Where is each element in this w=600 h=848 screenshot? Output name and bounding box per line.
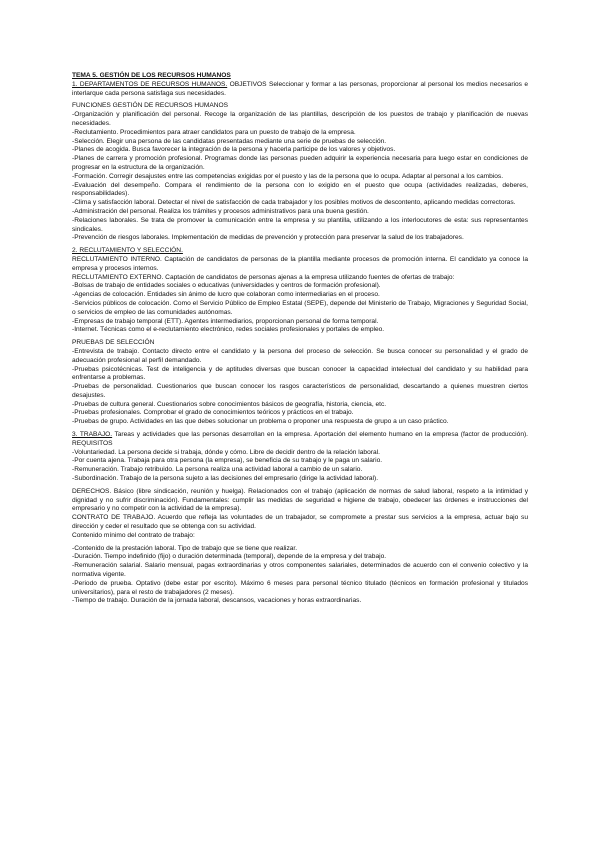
list-item: -Contenido de la prestación laboral. Tipo de trabajo que se tiene que realizar. [72,544,298,552]
list-item: -Administración del personal. Realiza los trámites y procesos administrativos para una buena gestión. [72,207,369,215]
list-item: -Empresas de trabajo temporal (ETT). Agentes intermediarios, proporcionan personal de forma temporal. [72,317,379,325]
funciones-list [72,111,528,243]
section-3-heading: 3. TRABAJO. [72,431,113,439]
list-item: -Organización y planificación del personal. Recoge la organización de las plantillas, descripción de los puestos de trabajo y planificación de nuevas necesidades. [72,111,528,127]
list-item: -Periodo de prueba. Optativo (debe estar por escrito). Máximo 6 meses para personal técnico titulado (técnicos en formación profesional y titulados universitarios), para el resto de trabajadores (2 meses). [72,579,528,596]
derechos-paragraph: DERECHOS. Básico (libre sindicación, reunión y huelga). Relacionados con el trabajo (aplicación de normas de salud laboral, respeto a la intimidad y dignidad y no sufrir discriminación). Fundamentales: cumplir las medidas de seguridad e higiene de trabajo, obedecer las órdenes e instrucciones del empresario y no competir con la actividad de la empresa). [72,487,528,513]
list-item: -Entrevista de trabajo. Contacto directo entre el candidato y la persona del proceso de selección. Se busca conocer su personalidad y el grado de adecuación profesional al perfil demandado. [72,347,528,364]
list-item: -Voluntariedad. La persona decide si trabaja, dónde y cómo. Libre de decidir dentro de la relación laboral. [72,448,380,456]
list-item: -Remuneración. Trabajo retribuido. La persona realiza una actividad laboral a cambio de un salario. [72,466,363,474]
list-item: -Formación. Corregir desajustes entre las competencias exigidas por el puesto y las de la persona que lo ocupa. Adaptar al personal a los cambios. [72,172,504,180]
section-1-paragraph [72,81,528,99]
list-item: -Pruebas de personalidad. Cuestionarios que buscan conocer los rasgos característicos de personalidad, descartando a quienes muestren ciertos desajustes. [72,383,528,399]
list-item: -Remuneración salarial. Salario mensual, pagas extraordinarias y otros componentes salariales, determinados de acuerdo con el convenio colectivo y la normativa vigente. [72,562,528,579]
section-2-heading: 2. RECLUTAMIENTO Y SELECCIÓN. [72,247,183,255]
section-3-paragraph [72,431,528,449]
list-item: -Subordinación. Trabajo de la persona sujeto a las decisiones del empresario (dirige la actividad laboral). [72,475,379,483]
list-item: -Planes de acogida. Busca favorecer la integración de la persona y hacerla participe de los valores y objetivos. [72,146,396,154]
pruebas-list [72,348,528,427]
paragraph: RECLUTAMIENTO INTERNO. Captación de candidatos de personas de la plantilla mediante procesos de promoción interna. El candidato ya conoce la empresa y procesos internos. [72,255,528,272]
document-title: TEMA 5. GESTIÓN DE LOS RECURSOS HUMANOS [72,72,231,79]
list-item: -Prevención de riesgos laborales. Implementación de medidas de prevención y protección para preservar la salud de los trabajadores. [72,234,464,242]
requisitos-list [72,449,528,484]
list-item: -Pruebas profesionales. Comprobar el grado de conocimientos teóricos y prácticos en el trabajo. [72,409,354,417]
list-item: -Evaluación del desempeño. Compara el rendimiento de la persona con lo exigido en el puesto que ocupa (actividades realizadas, deberes, responsabilidades). [72,181,528,198]
section-1-heading: 1. DEPARTAMENTOS DE RECURSOS HUMANOS. [72,80,228,88]
list-item: -Relaciones laborales. Se trata de promover la comunicación entre la empresa y su plantilla, utilizando a los interlocutores de esta: sus representantes sindicales. [72,216,528,233]
list-item: -Clima y satisfacción laboral. Detectar el nivel de satisfacción de cada trabajador y los posibles motivos de descontento, aplicando medidas correctoras. [72,199,516,207]
contrato-paragraph: CONTRATO DE TRABAJO. Acuerdo que refleja las voluntades de un trabajador, se compromete a prestar sus servicios a la empresa, actuar bajo su dirección y ceder el resultado que se obtenga con su actividad. [72,514,528,531]
list-item: -Tiempo de trabajo. Duración de la jornada laboral, descansos, vacaciones y horas extraordinarias. [72,597,362,605]
list-item: -Internet. Técnicas como el e-reclutamiento electrónico, redes sociales profesionales y portales de empleo. [72,326,385,334]
document-page [72,72,528,606]
list-item: -Planes de carrera y promoción profesional. Programas donde las personas pueden adquirir la experiencia necesaria para luego estar en condiciones de progresar en la estructura de la organización. [72,155,528,171]
list-item: -Duración. Tiempo indefinido (fijo) o duración determinada (temporal), depende de la empresa y del trabajo. [72,553,387,561]
list-item: -Servicios públicos de colocación. Como el Servicio Público de Empleo Estatal (SEPE), depende del Ministerio de Trabajo, Migraciones y Seguridad Social, o servicios de empleo de las comunidades autónomas. [72,299,528,316]
reclutamiento-list [72,256,528,335]
list-item: -Bolsas de trabajo de entidades sociales o educativas (universidades y centros de formación profesional). [72,282,381,290]
list-item: -Agencias de colocación. Entidades sin ánimo de lucro que colaboran como intermediarias en el proceso. [72,291,380,299]
contenido-list [72,545,528,607]
list-item: -Pruebas psicotécnicas. Test de inteligencia y de aptitudes diversas que buscan conocer la capacidad intelectual del candidato y su habilidad para enfrentarse a problemas. [72,365,528,382]
paragraph: RECLUTAMIENTO EXTERNO. Captación de candidatos de personas ajenas a la empresa utilizando fuentes de ofertas de trabajo: [72,273,455,281]
pruebas-heading: PRUEBAS DE SELECCIÓN [72,339,155,347]
section-1-intro: OBJETIVOS Seleccionar y formar a las personas, proporcionar al personal los medios necesarios e interlarque cada persona satisfaga sus necesidades. [72,80,528,97]
section-3-intro: Tareas y actividades que las personas desarrollan en la empresa. Aportación del elemento humano en la empresa (factor de producción). REQUISITOS [72,431,529,447]
list-item: -Selección. Elegir una persona de las candidatas presentadas mediante una serie de pruebas de selección. [72,137,387,145]
list-item: -Por cuenta ajena. Trabaja para otra persona (la empresa), se beneficia de su trabajo y le paga un salario. [72,457,383,465]
list-item: -Pruebas de cultura general. Cuestionarios sobre conocimientos básicos de geografía, historia, ciencia, etc. [72,400,387,408]
list-item: -Pruebas de grupo. Actividades en las que debes solucionar un problema o proponer una respuesta de grupo a un caso práctico. [72,418,449,426]
funciones-heading: FUNCIONES GESTIÓN DE RECURSOS HUMANOS [72,102,229,110]
contenido-heading: Contenido mínimo del contrato de trabajo: [72,531,195,539]
list-item: -Reclutamiento. Procedimientos para atraer candidatos para un puesto de trabajo de la empresa. [72,128,356,136]
